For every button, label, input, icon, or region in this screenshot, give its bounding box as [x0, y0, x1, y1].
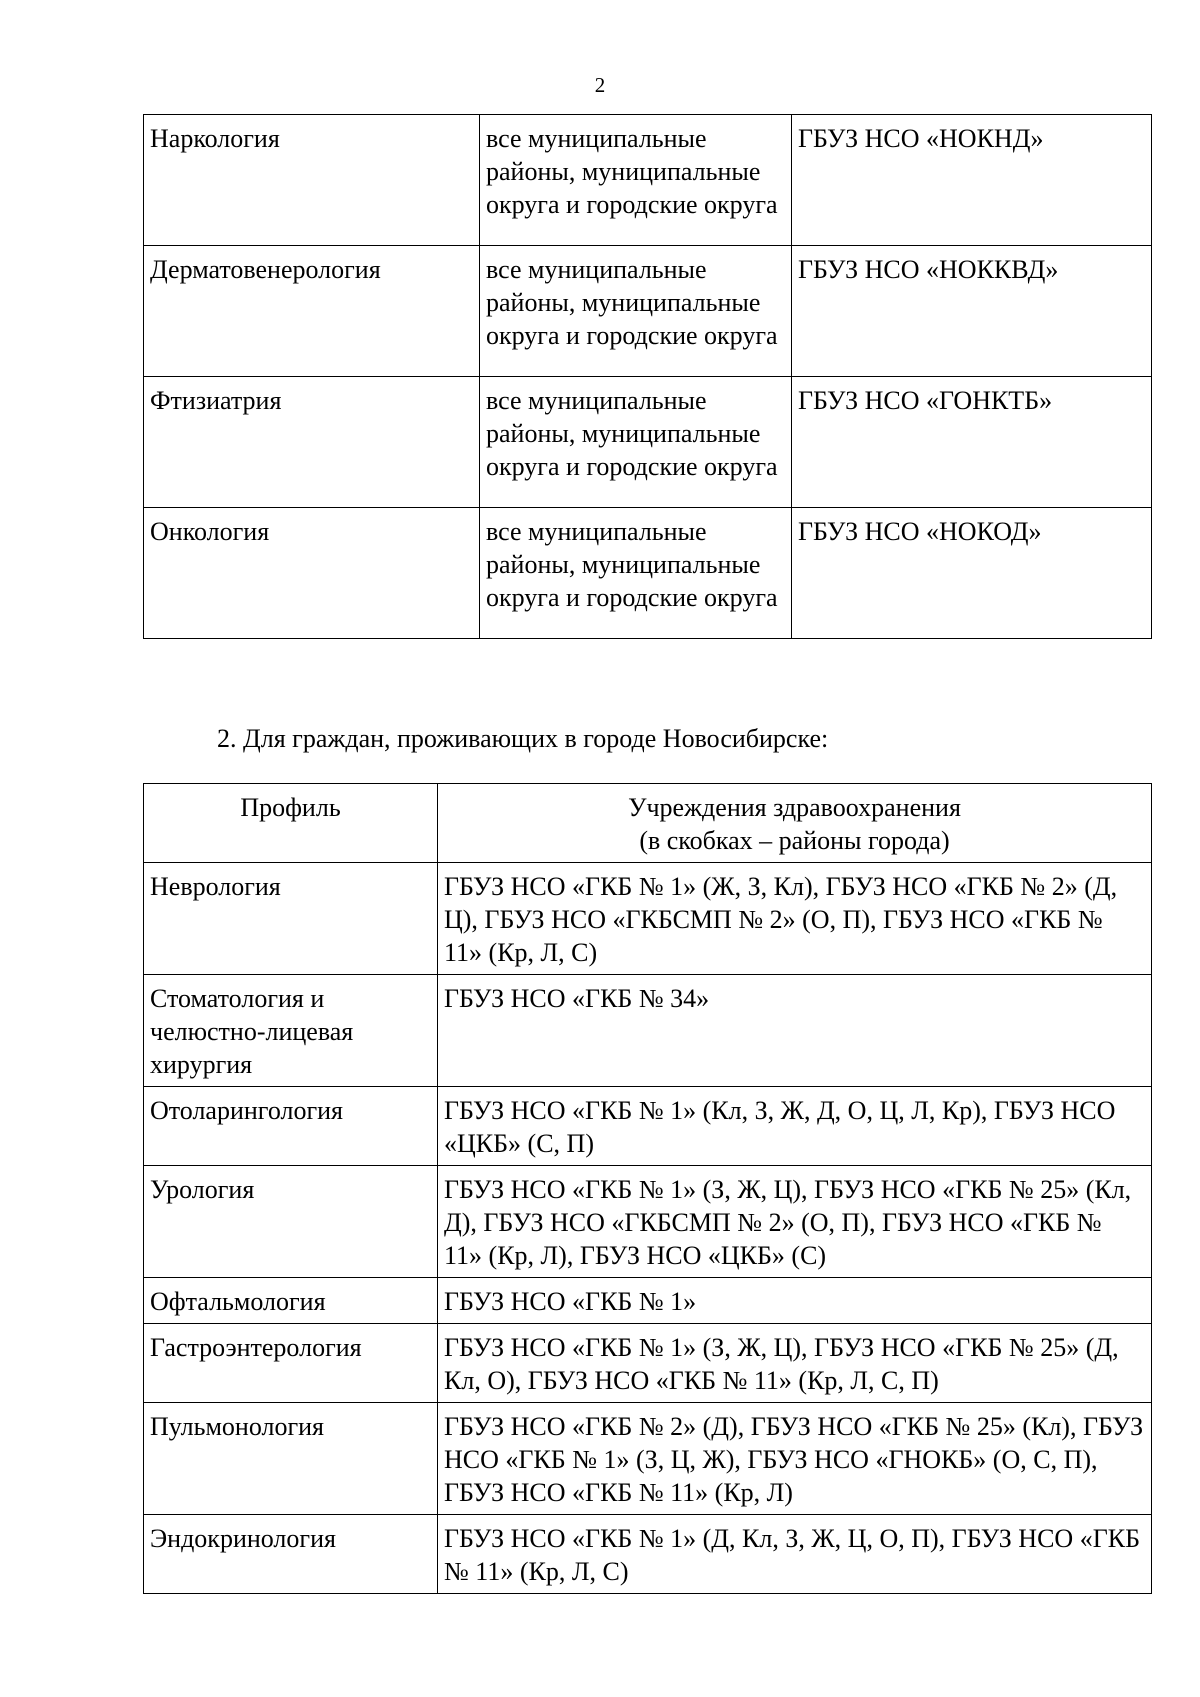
profile-cell: Отоларингология [144, 1087, 438, 1166]
institution-cell: ГБУЗ НСО «НОКНД» [792, 115, 1152, 246]
institutions-header [438, 784, 1152, 863]
districts-cell: все муниципальные районы, муниципальные округа и городские округа [480, 377, 792, 508]
institutions-cell: ГБУЗ НСО «ГКБ № 1» (З, Ж, Ц), ГБУЗ НСО «ГКБ № 25» (Д, Кл, О), ГБУЗ НСО «ГКБ № 11» (Кр, Л, С, П) [438, 1324, 1152, 1403]
profile-cell: Онкология [144, 508, 480, 639]
institutions-header-line2: (в скобках – районы города) [639, 826, 950, 855]
institution-cell: ГБУЗ НСО «НОККВД» [792, 246, 1152, 377]
profile-cell: Урология [144, 1166, 438, 1278]
table-row [144, 508, 1152, 639]
institutions-cell: ГБУЗ НСО «ГКБ № 1» [438, 1278, 1152, 1324]
table-row [144, 975, 1152, 1087]
institution-cell: ГБУЗ НСО «ГОНКТБ» [792, 377, 1152, 508]
institutions-cell: ГБУЗ НСО «ГКБ № 1» (З, Ж, Ц), ГБУЗ НСО «ГКБ № 25» (Кл, Д), ГБУЗ НСО «ГКБСМП № 2» (О, П), ГБУЗ НСО «ГКБ № 11» (Кр, Л), ГБУЗ НСО «ЦКБ» (С) [438, 1166, 1152, 1278]
institutions-header-line1: Учреждения здравоохранения [628, 793, 961, 822]
districts-cell: все муниципальные районы, муниципальные округа и городские округа [480, 508, 792, 639]
institutions-cell: ГБУЗ НСО «ГКБ № 2» (Д), ГБУЗ НСО «ГКБ № 25» (Кл), ГБУЗ НСО «ГКБ № 1» (З, Ц, Ж), ГБУЗ НСО «ГНОКБ» (О, С, П), ГБУЗ НСО «ГКБ № 11» (Кр, Л) [438, 1403, 1152, 1515]
districts-cell: все муниципальные районы, муниципальные округа и городские округа [480, 115, 792, 246]
districts-cell: все муниципальные районы, муниципальные округа и городские округа [480, 246, 792, 377]
table-row [144, 1324, 1152, 1403]
table-row [144, 1087, 1152, 1166]
institutions-cell: ГБУЗ НСО «ГКБ № 1» (Кл, З, Ж, Д, О, Ц, Л, Кр), ГБУЗ НСО «ЦКБ» (С, П) [438, 1087, 1152, 1166]
profile-cell: Неврология [144, 863, 438, 975]
table-row [144, 863, 1152, 975]
institution-cell: ГБУЗ НСО «НОКОД» [792, 508, 1152, 639]
table-row [144, 1166, 1152, 1278]
table-row [144, 377, 1152, 508]
page-number: 2 [594, 73, 606, 97]
table-row [144, 1403, 1152, 1515]
section-heading: 2. Для граждан, проживающих в городе Новосибирске: [217, 724, 829, 753]
profile-header: Профиль [144, 784, 438, 863]
regional-profiles-table [143, 114, 1152, 639]
profile-cell: Гастроэнтерология [144, 1324, 438, 1403]
profile-cell: Эндокринология [144, 1515, 438, 1594]
table-row [144, 1515, 1152, 1594]
table-header-row [144, 784, 1152, 863]
city-profiles-table [143, 783, 1152, 1594]
profile-cell: Офтальмология [144, 1278, 438, 1324]
table-row [144, 246, 1152, 377]
institutions-cell: ГБУЗ НСО «ГКБ № 34» [438, 975, 1152, 1087]
institutions-cell: ГБУЗ НСО «ГКБ № 1» (Ж, З, Кл), ГБУЗ НСО «ГКБ № 2» (Д, Ц), ГБУЗ НСО «ГКБСМП № 2» (О, П), ГБУЗ НСО «ГКБ № 11» (Кр, Л, С) [438, 863, 1152, 975]
profile-cell: Пульмонология [144, 1403, 438, 1515]
profile-cell: Наркология [144, 115, 480, 246]
table-row [144, 115, 1152, 246]
profile-cell: Стоматология и челюстно-лицевая хирургия [144, 975, 438, 1087]
profile-cell: Фтизиатрия [144, 377, 480, 508]
profile-cell: Дерматовенерология [144, 246, 480, 377]
institutions-cell: ГБУЗ НСО «ГКБ № 1» (Д, Кл, З, Ж, Ц, О, П), ГБУЗ НСО «ГКБ № 11» (Кр, Л, С) [438, 1515, 1152, 1594]
table-row [144, 1278, 1152, 1324]
